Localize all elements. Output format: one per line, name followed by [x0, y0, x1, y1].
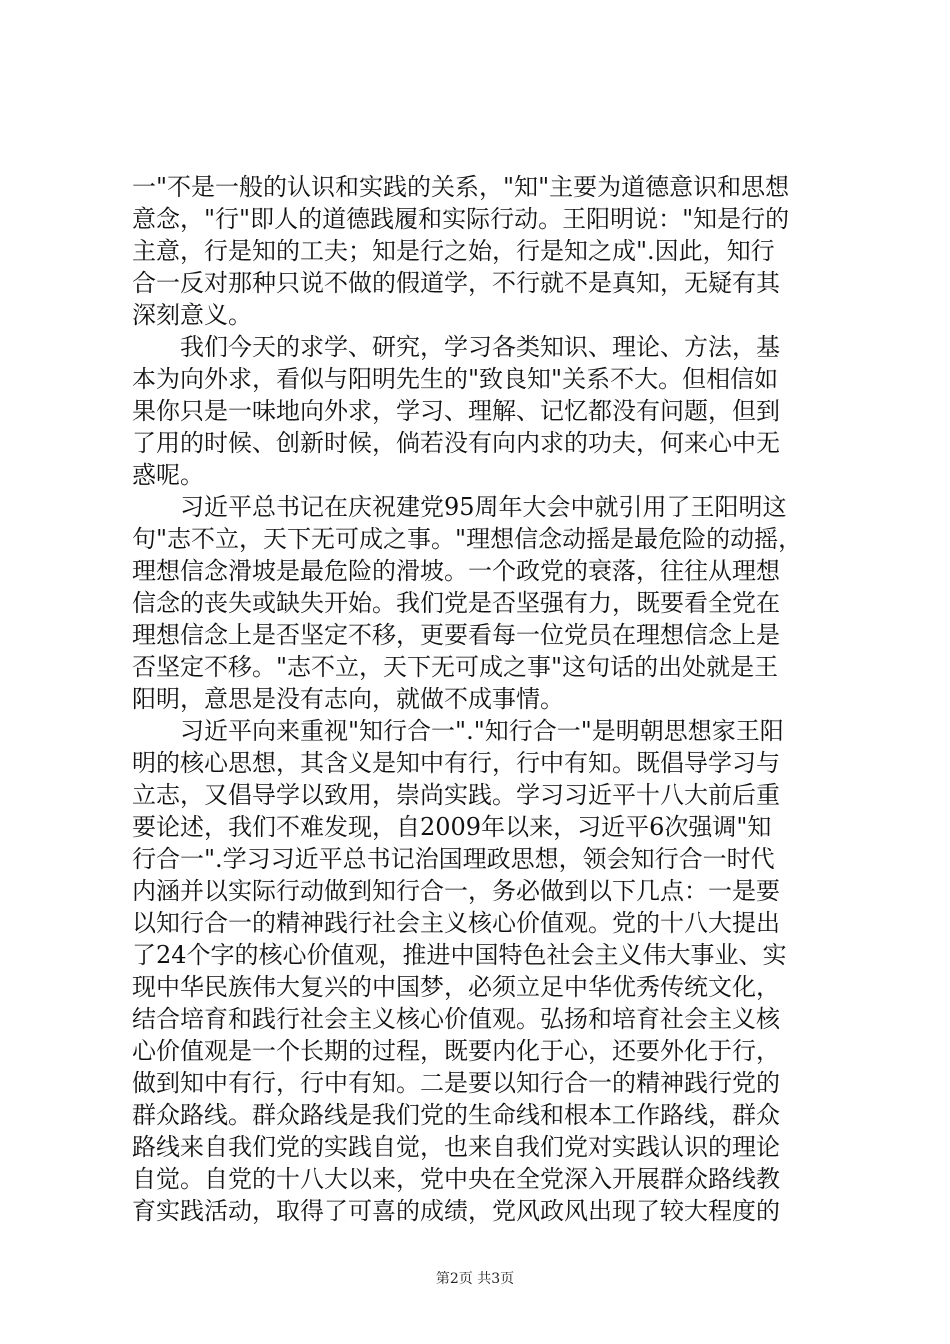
text-line: 了24个字的核心价值观，推进中国特色社会主义伟大事业、实 — [132, 941, 787, 969]
text-line: 心价值观是一个长期的过程，既要内化于心，还要外化于行， — [132, 1037, 780, 1065]
text-line: 信念的丧失或缺失开始。我们党是否坚强有力，既要看全党在 — [132, 589, 780, 617]
text-line: 否坚定不移。"志不立，天下无可成之事"这句话的出处就是王 — [132, 653, 779, 681]
text-line: 了用的时候、创新时候，倘若没有向内求的功夫，何来心中无 — [132, 429, 780, 457]
text-line: 果你只是一味地向外求，学习、理解、记忆都没有问题，但到 — [132, 397, 780, 425]
paragraph-first-line: 习近平向来重视"知行合一"."知行合一"是明朝思想家王阳 — [180, 717, 784, 745]
text-line: 合一反对那种只说不做的假道学，不行就不是真知，无疑有其 — [132, 269, 780, 297]
text-line: 行合一".学习习近平总书记治国理政思想，领会知行合一时代 — [132, 845, 775, 873]
text-line: 自觉。自党的十八大以来，党中央在全党深入开展群众路线教 — [132, 1165, 780, 1193]
text-line: 句"志不立，天下无可成之事。"理想信念动摇是最危险的动摇， — [132, 525, 803, 553]
text-line: 做到知中有行，行中有知。二是要以知行合一的精神践行党的 — [132, 1069, 780, 1097]
text-line: 理想信念滑坡是最危险的滑坡。一个政党的衰落，往往从理想 — [132, 557, 780, 585]
text-line: 群众路线。群众路线是我们党的生命线和根本工作路线，群众 — [132, 1101, 780, 1129]
paragraph-first-line: 我们今天的求学、研究，学习各类知识、理论、方法，基 — [180, 333, 780, 361]
text-line: 惑呢。 — [132, 461, 204, 489]
text-line: 内涵并以实际行动做到知行合一，务必做到以下几点：一是要 — [132, 877, 780, 905]
text-line: 立志，又倡导学以致用，崇尚实践。学习习近平十八大前后重 — [132, 781, 780, 809]
text-line: 结合培育和践行社会主义核心价值观。弘扬和培育社会主义核 — [132, 1005, 780, 1033]
text-line: 要论述，我们不难发现，自2009年以来，习近平6次强调"知 — [132, 813, 772, 841]
text-line: 现中华民族伟大复兴的中国梦，必须立足中华优秀传统文化， — [132, 973, 780, 1001]
text-line: 深刻意义。 — [132, 301, 252, 329]
text-line: 意念，"行"即人的道德践履和实际行动。王阳明说："知是行的 — [132, 205, 790, 233]
text-line: 一"不是一般的认识和实践的关系，"知"主要为道德意识和思想 — [132, 173, 790, 201]
text-line: 明的核心思想，其含义是知中有行，行中有知。既倡导学习与 — [132, 749, 780, 777]
text-line: 主意，行是知的工夫；知是行之始，行是知之成".因此，知行 — [132, 237, 775, 265]
text-line: 理想信念上是否坚定不移，更要看每一位党员在理想信念上是 — [132, 621, 780, 649]
text-line: 阳明，意思是没有志向，就做不成事情。 — [132, 685, 564, 713]
text-line: 路线来自我们党的实践自觉，也来自我们党对实践认识的理论 — [132, 1133, 780, 1161]
text-line: 育实践活动，取得了可喜的成绩，党风政风出现了较大程度的 — [132, 1197, 780, 1225]
text-line: 本为向外求，看似与阳明先生的"致良知"关系不大。但相信如 — [132, 365, 779, 393]
text-line: 以知行合一的精神践行社会主义核心价值观。党的十八大提出 — [132, 909, 780, 937]
page-footer: 第2页 共3页 — [435, 1271, 515, 1287]
body-text — [132, 171, 832, 1227]
paragraph-first-line: 习近平总书记在庆祝建党95周年大会中就引用了王阳明这 — [180, 493, 787, 521]
